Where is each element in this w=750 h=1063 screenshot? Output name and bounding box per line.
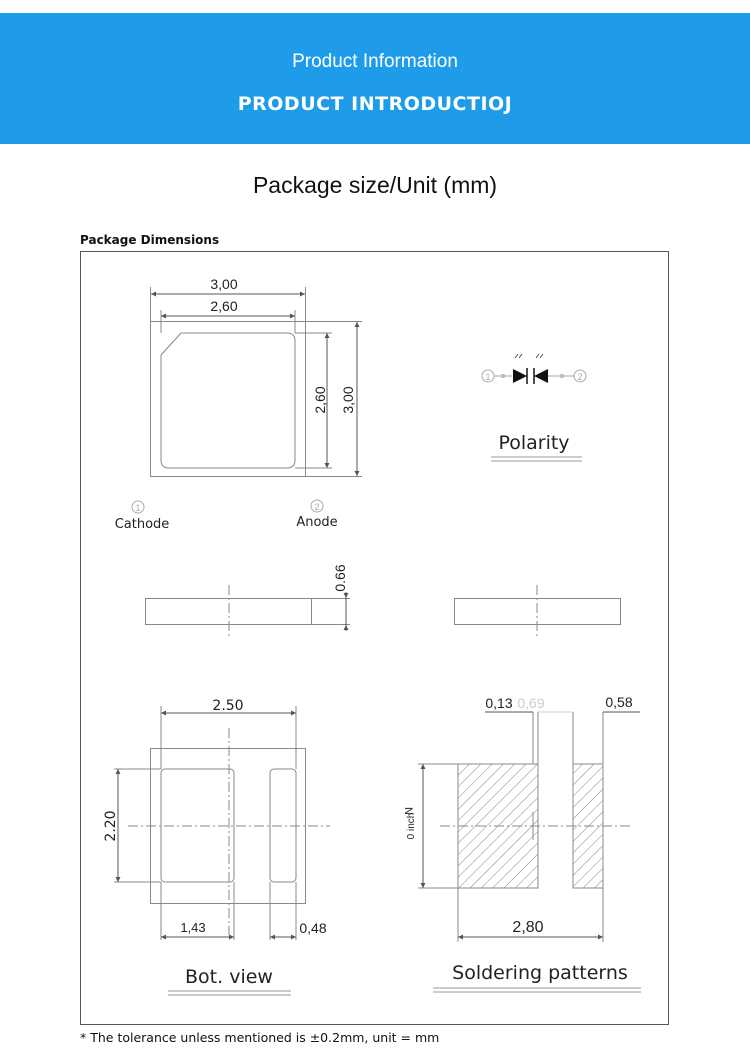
side-view-right [455,585,621,638]
bottom-view [114,706,330,940]
tolerance-footnote: * The tolerance unless mentioned is ±0.2mm, unit = mm [80,1030,440,1045]
pin2-number: 2 [314,502,320,512]
label-bottom-width: 2.50 [212,698,244,714]
lens-outline [161,333,295,468]
label-height-inner: 2,60 [312,386,328,414]
label-solder-small: 0,58 [605,694,633,710]
polarity-symbol [482,354,586,384]
side-view-left [146,585,351,638]
label-height-outer: 3,00 [340,386,356,414]
soldering-pattern [418,712,640,942]
drawing-frame [81,252,669,1025]
pin1-number: 1 [135,503,141,513]
diagram-caption: Package Dimensions [80,233,220,247]
label-bottom-height: 2.20 [103,810,119,842]
polarity-pin2: 2 [577,372,583,382]
label-pad-small: 0,48 [299,920,327,936]
polarity-pin1: 1 [485,372,491,382]
label-width-inner: 2,60 [210,298,238,314]
label-width-outer: 3,00 [210,276,238,292]
label-pad-large: 1,43 [180,920,206,935]
header-title: PRODUCT INTRODUCTIOJ [237,93,513,115]
label-solder-total: 2,80 [512,919,544,936]
label-solder-height-unit: 0 inch [406,812,417,840]
anode-label: Anode [296,515,338,530]
label-solder-gap: 0,13 [485,695,513,711]
label-solder-gap-faded: 0,69 [517,695,545,711]
header-subtitle: Product Information [292,51,458,72]
diode-2 [534,369,548,383]
top-view [151,287,363,477]
page-heading: Package size/Unit (mm) [252,172,498,198]
package-outline [151,322,306,477]
label-thickness: 0.66 [332,564,348,592]
cathode-label: Cathode [114,517,170,532]
diode-1 [513,369,527,383]
polarity-label: Polarity [498,432,570,454]
soldering-label: Soldering patterns [452,962,628,984]
label-solder-height-note: N [402,807,414,815]
bottom-view-label: Bot. view [185,966,273,988]
